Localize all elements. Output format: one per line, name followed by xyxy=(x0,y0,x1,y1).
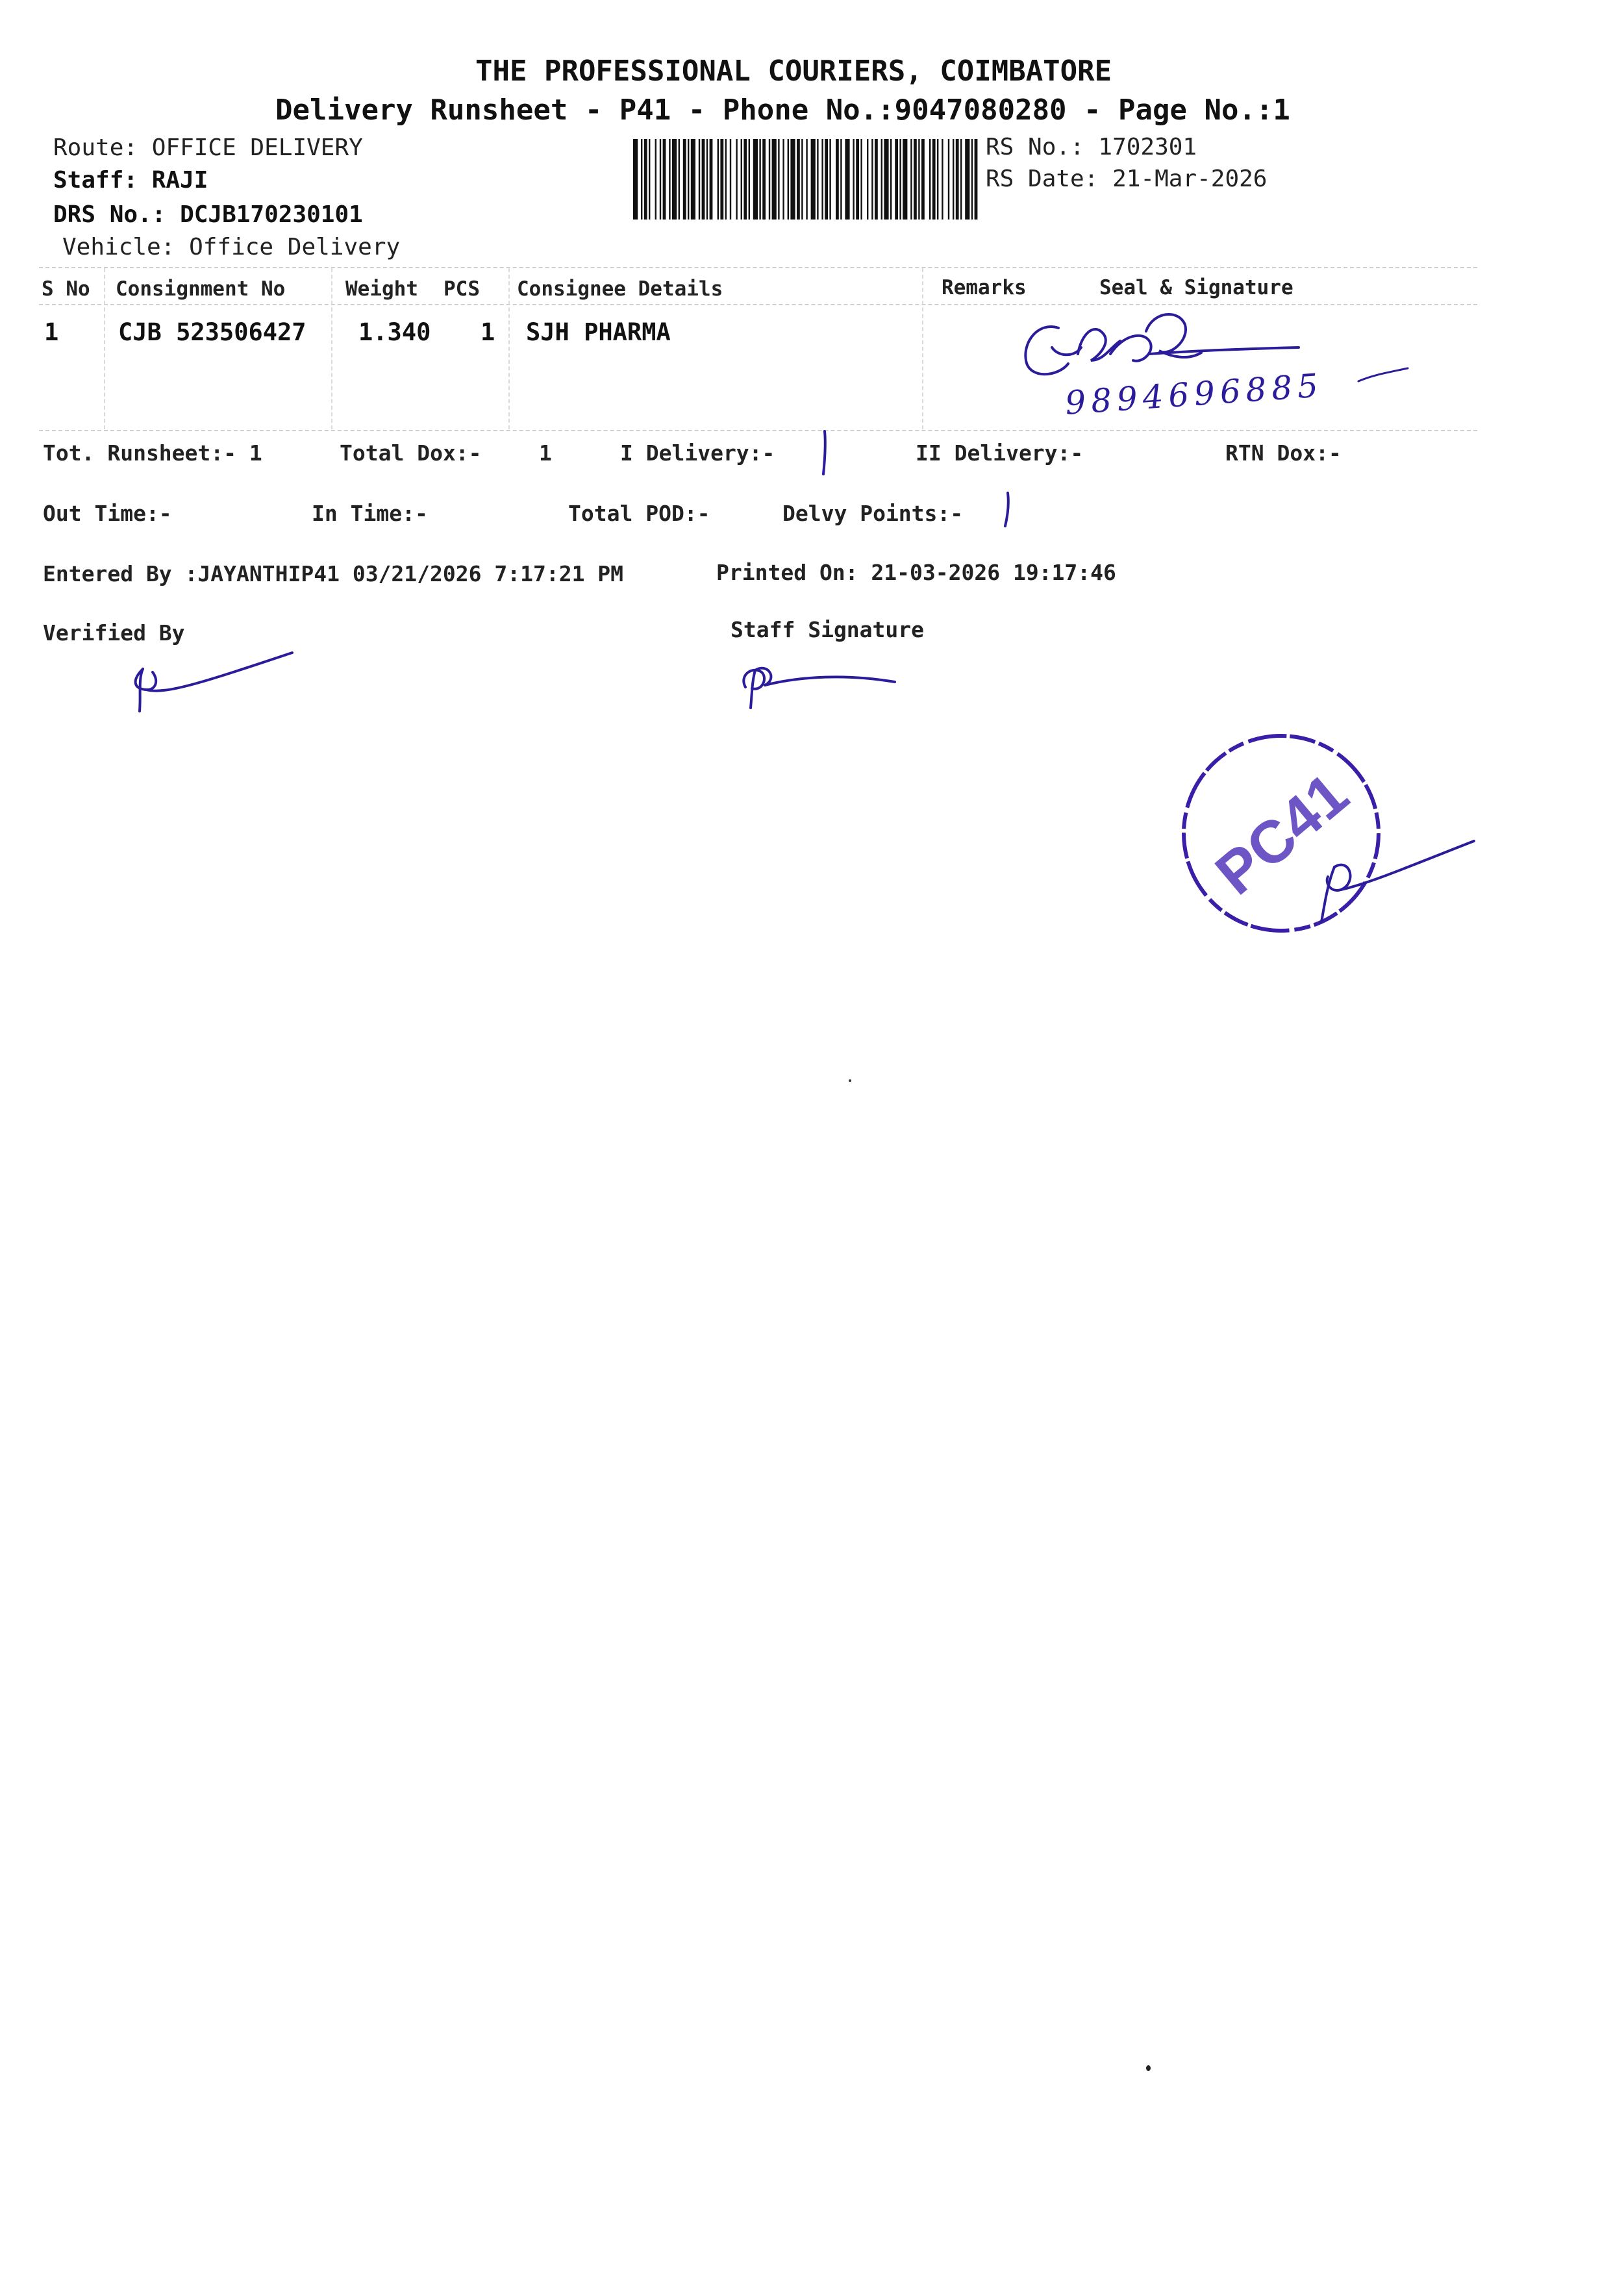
total-pod-label: Total POD:- xyxy=(568,501,710,526)
column-header-pcs: PCS xyxy=(443,277,480,301)
column-header-consignment: Consignment No xyxy=(116,277,286,301)
scan-speck xyxy=(849,1079,851,1082)
i-delivery-label: I Delivery:- xyxy=(620,440,775,466)
route-label: Route: OFFICE DELIVERY xyxy=(53,134,363,161)
table-top-rule xyxy=(39,267,1477,268)
barcode-bar xyxy=(797,139,800,220)
verified-by-initials xyxy=(127,649,295,718)
printed-on: Printed On: 21-03-2026 19:17:46 xyxy=(716,560,1116,585)
barcode-bar xyxy=(718,139,719,220)
barcode-bar xyxy=(736,139,737,220)
barcode-bar xyxy=(965,139,969,220)
barcode-bar xyxy=(910,139,912,220)
drs-number: DRS No.: DCJB170230101 xyxy=(53,201,363,228)
barcode-bar xyxy=(884,139,888,220)
barcode-bar xyxy=(856,139,859,220)
out-time-label: Out Time:- xyxy=(43,501,172,526)
column-header-consignee: Consignee Details xyxy=(517,277,723,301)
rs-number: RS No.: 1702301 xyxy=(986,134,1197,160)
barcode-bar xyxy=(633,139,638,220)
barcode-bar xyxy=(829,139,831,220)
seal-signature-initials xyxy=(1312,838,1477,929)
barcode-bar xyxy=(725,139,727,220)
barcode-bar xyxy=(956,139,959,220)
barcode-bar xyxy=(840,139,842,220)
barcode-bar xyxy=(644,139,647,220)
barcode-bar xyxy=(914,139,917,220)
entered-by: Entered By :JAYANTHIP41 03/21/2026 7:17:21 PM xyxy=(43,561,624,586)
barcode-bar xyxy=(918,139,919,220)
scan-speck xyxy=(1146,2065,1151,2071)
column-divider xyxy=(508,268,510,429)
barcode-bar xyxy=(743,139,747,220)
barcode-bar xyxy=(749,139,750,220)
barcode-bar xyxy=(853,139,854,220)
barcode-bar xyxy=(730,139,731,220)
barcode-bar xyxy=(759,139,760,220)
barcode-bar xyxy=(683,139,686,220)
barcode-bar xyxy=(655,139,656,220)
barcode-bar xyxy=(660,139,661,220)
barcode-bar xyxy=(975,139,978,220)
barcode-bar xyxy=(899,139,901,220)
total-dox-value: 1 xyxy=(539,440,552,466)
delvy-points-tick xyxy=(1000,490,1013,529)
barcode-bar xyxy=(811,139,816,220)
barcode-bar xyxy=(817,139,818,220)
barcode-bar xyxy=(806,139,807,220)
barcode xyxy=(633,139,977,220)
barcode-bar xyxy=(836,139,839,220)
cell-sno: 1 xyxy=(44,318,59,346)
barcode-bar xyxy=(960,139,962,220)
phone-underline-flourish xyxy=(1357,367,1409,386)
barcode-bar xyxy=(641,139,642,220)
in-time-label: In Time:- xyxy=(312,501,428,526)
barcode-bar xyxy=(753,139,758,220)
column-divider xyxy=(922,268,923,429)
barcode-bar xyxy=(881,139,882,220)
barcode-bar xyxy=(932,139,936,220)
barcode-bar xyxy=(720,139,723,220)
rs-date: RS Date: 21-Mar-2026 xyxy=(986,166,1268,192)
barcode-bar xyxy=(845,139,849,220)
barcode-bar xyxy=(669,139,670,220)
barcode-bar xyxy=(649,139,650,220)
cell-weight: 1.340 xyxy=(358,318,431,346)
barcode-bar xyxy=(937,139,938,220)
total-dox-label: Total Dox:- xyxy=(340,440,482,466)
delvy-points-label: Delvy Points:- xyxy=(782,501,964,526)
barcode-bar xyxy=(679,139,680,220)
barcode-bar xyxy=(702,139,705,220)
barcode-bar xyxy=(948,139,949,220)
vehicle-label: Vehicle: Office Delivery xyxy=(62,234,401,260)
barcode-bar xyxy=(769,139,770,220)
barcode-bar xyxy=(762,139,766,220)
barcode-bar xyxy=(706,139,708,220)
cell-pcs: 1 xyxy=(481,318,495,346)
barcode-bar xyxy=(788,139,789,220)
barcode-bar xyxy=(929,139,931,220)
staff-signature-initials xyxy=(732,656,901,711)
barcode-bar xyxy=(875,139,878,220)
barcode-bar xyxy=(772,139,777,220)
barcode-bar xyxy=(672,139,677,220)
staff-signature-label: Staff Signature xyxy=(731,617,925,642)
verified-by-label: Verified By xyxy=(43,620,185,646)
barcode-bar xyxy=(790,139,795,220)
barcode-bar xyxy=(699,139,700,220)
barcode-bar xyxy=(895,139,898,220)
cell-consignment-no: CJB 523506427 xyxy=(118,318,306,346)
barcode-bar xyxy=(710,139,713,220)
barcode-bar xyxy=(903,139,907,220)
barcode-bar xyxy=(663,139,666,220)
barcode-bar xyxy=(942,139,943,220)
barcode-bar xyxy=(691,139,695,220)
column-divider xyxy=(104,268,105,429)
company-title: THE PROFESSIONAL COURIERS, COIMBATORE xyxy=(475,55,1112,88)
barcode-bar xyxy=(741,139,742,220)
barcode-bar xyxy=(688,139,689,220)
cell-consignee: SJH PHARMA xyxy=(526,318,671,346)
barcode-bar xyxy=(921,139,925,220)
table-bottom-rule xyxy=(39,430,1477,431)
column-header-remarks: Remarks xyxy=(942,276,1027,299)
column-header-seal-signature: Seal & Signature xyxy=(1099,276,1293,299)
rtn-dox-label: RTN Dox:- xyxy=(1225,440,1342,466)
barcode-bar xyxy=(821,139,823,220)
barcode-bar xyxy=(801,139,803,220)
staff-label: Staff: RAJI xyxy=(53,167,208,194)
tot-runsheet: Tot. Runsheet:- 1 xyxy=(43,440,262,466)
barcode-bar xyxy=(825,139,828,220)
column-header-weight: Weight xyxy=(345,277,418,301)
barcode-bar xyxy=(971,139,973,220)
runsheet-subtitle: Delivery Runsheet - P41 - Phone No.:9047080280 - Page No.:1 xyxy=(275,94,1290,127)
i-delivery-tick xyxy=(818,429,831,477)
barcode-bar xyxy=(890,139,892,220)
barcode-bar xyxy=(782,139,784,220)
barcode-bar xyxy=(871,139,873,220)
barcode-bar xyxy=(778,139,779,220)
ii-delivery-label: II Delivery:- xyxy=(916,440,1084,466)
column-header-sno: S No xyxy=(42,277,90,301)
handwritten-phone: 9894696885 xyxy=(1064,366,1325,422)
stamp-text: PC41 xyxy=(1203,761,1361,908)
barcode-bar xyxy=(953,139,954,220)
barcode-bar xyxy=(860,139,862,220)
column-divider xyxy=(331,268,332,429)
barcode-bar xyxy=(867,139,868,220)
